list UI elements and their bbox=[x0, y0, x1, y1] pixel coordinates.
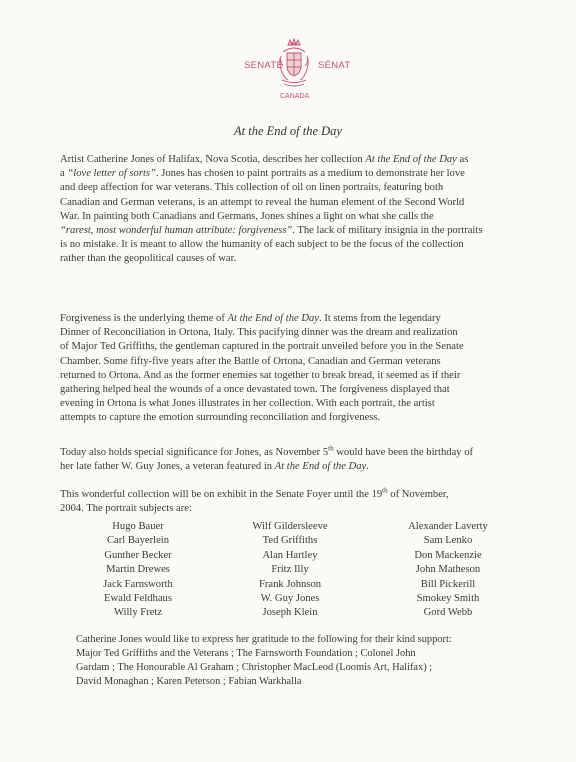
subject-name: Joseph Klein bbox=[262, 607, 318, 619]
paragraph-forgiveness: Forgiveness is the underlying theme of At the End of the Day. It stems from the legendary Dinner of Reconciliation in Ortona, Italy. This pacifying dinner was the dream and realization of Major Ted Griffiths, the gentleman captured in the portrait unveiled before you in the Senate Chamber. Some fifty-five years after the Battle of Ortona, Canadian and German veterans returned to Ortona. And as the former enemies sat together to break bread, it seemed as if their gathering helped heal the wounds of a once devastated town. The forgiveness displayed that evening in Ortona is what Jones illustrates in her collection. With each portrait, the artist attempts to capture the emotion surrounding reconciliation and forgiveness. bbox=[60, 313, 464, 424]
letterhead bbox=[0, 38, 576, 108]
senate-crest-icon bbox=[277, 38, 311, 90]
subject-name: Frank Johnson bbox=[258, 578, 322, 590]
subject-name: Alan Hartley bbox=[262, 549, 318, 561]
subject-name: Don Mackenzie bbox=[414, 549, 482, 561]
subjects-column-3 bbox=[378, 520, 518, 621]
subject-name: Bill Pickerill bbox=[420, 578, 476, 590]
subject-name: Smokey Smith bbox=[416, 593, 480, 605]
document-title: At the End of the Day bbox=[234, 124, 342, 138]
subject-name: W. Guy Jones bbox=[260, 593, 320, 605]
subjects-column-2 bbox=[220, 520, 360, 621]
subject-name: Alexander Laverty bbox=[408, 521, 488, 532]
subject-name: John Matheson bbox=[415, 564, 481, 576]
subject-name: Fritz Illy bbox=[271, 564, 309, 576]
subject-name: Gord Webb bbox=[423, 607, 473, 619]
paragraph-significance: Today also holds special significance for Jones, as November 5th would have been the birthday of her late father W. Guy Jones, a veteran featured in At the End of the Day. bbox=[60, 444, 474, 473]
canada-label: CANADA bbox=[280, 93, 310, 100]
subject-name: Ted Griffiths bbox=[262, 535, 318, 547]
portrait-subjects-list bbox=[60, 520, 530, 619]
subject-name: Hugo Bauer bbox=[112, 521, 164, 532]
subject-name: Martin Drewes bbox=[106, 564, 170, 576]
subject-name: Gunther Becker bbox=[104, 549, 172, 561]
subject-name: Wilf Gildersleeve bbox=[252, 521, 328, 532]
senate-label-fr: SÉNAT bbox=[318, 60, 351, 71]
paragraph-exhibit: This wonderful collection will be on exhibit in the Senate Foyer until the 19th of November, 2004. The portrait subjects are: bbox=[60, 486, 449, 515]
subject-name: Ewald Feldhaus bbox=[104, 593, 172, 605]
subject-name: Carl Bayerlein bbox=[106, 535, 170, 547]
subject-name: Sam Lenko bbox=[423, 535, 473, 547]
paragraph-intro: Artist Catherine Jones of Halifax, Nova Scotia, describes her collection At the End of the Day as a “love letter of sorts”. Jones has chosen to paint portraits as a medium to demonstrate her love and deep affection for war veterans. This collection of oil on linen portraits, featuring both Canadian and German veterans, is an attempt to reveal the human element of the Second World War. In painting both Canadians and Germans, Jones shines a light on what she calls the “rarest, most wonderful human attribute: forgiveness”. The lack of military insignia in the portraits is no mistake. It is meant to allow the humanity of each subject to be the focus of the collection rather than the geopolitical causes of war. bbox=[60, 154, 483, 265]
senate-label-en: SENATE bbox=[244, 60, 284, 71]
acknowledgements: Catherine Jones would like to express her gratitude to the following for their kind support: Major Ted Griffiths and the Veterans ; The Farnsworth Foundation ; Colonel John Gardam ; The Honourable Al Graham ; Christopher MacLeod (Loomis Art, Halifax) ; David Monaghan ; Karen Peterson ; Fabian Warkhalla bbox=[76, 634, 452, 687]
subject-name: Jack Farnsworth bbox=[103, 578, 173, 590]
subjects-column-1 bbox=[68, 520, 208, 621]
subject-name: Willy Fretz bbox=[113, 607, 163, 619]
